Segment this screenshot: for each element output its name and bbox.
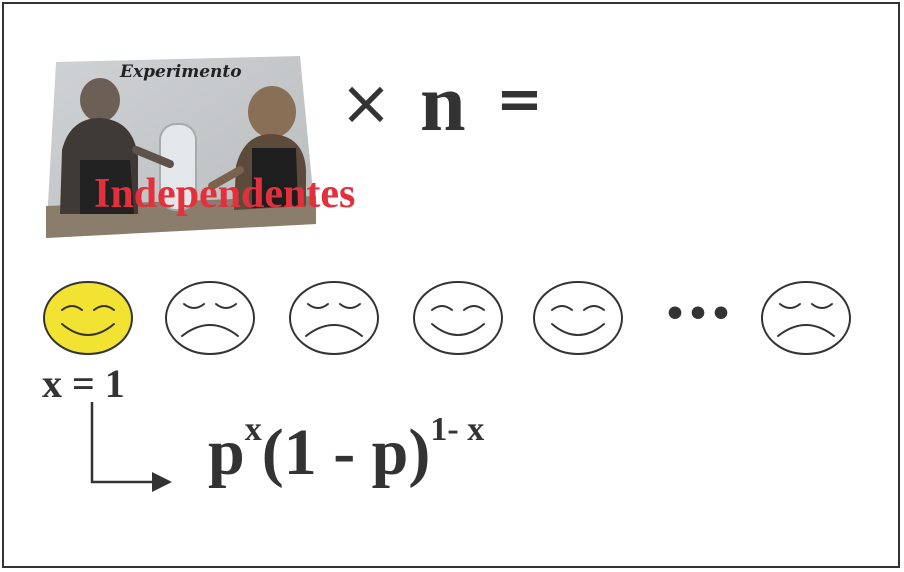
- photo-caption-experimento: Experimento: [120, 62, 242, 82]
- bernoulli-formula: [208, 411, 485, 489]
- formula-one-minus-p: (1 - p): [261, 416, 431, 489]
- times-operator: ×: [340, 66, 392, 139]
- ellipsis-dots: •••: [663, 294, 733, 335]
- formula-exponent-x: x: [244, 411, 262, 448]
- photo-overlay-independentes: Independentes: [94, 171, 356, 217]
- formula-base-p: p: [208, 416, 245, 489]
- variable-x-label: x = 1: [42, 361, 125, 406]
- equals-operator: =: [496, 67, 543, 132]
- formula-exponent-one-minus-x: 1- x: [430, 411, 485, 448]
- repeat-count-symbol: n: [420, 57, 466, 148]
